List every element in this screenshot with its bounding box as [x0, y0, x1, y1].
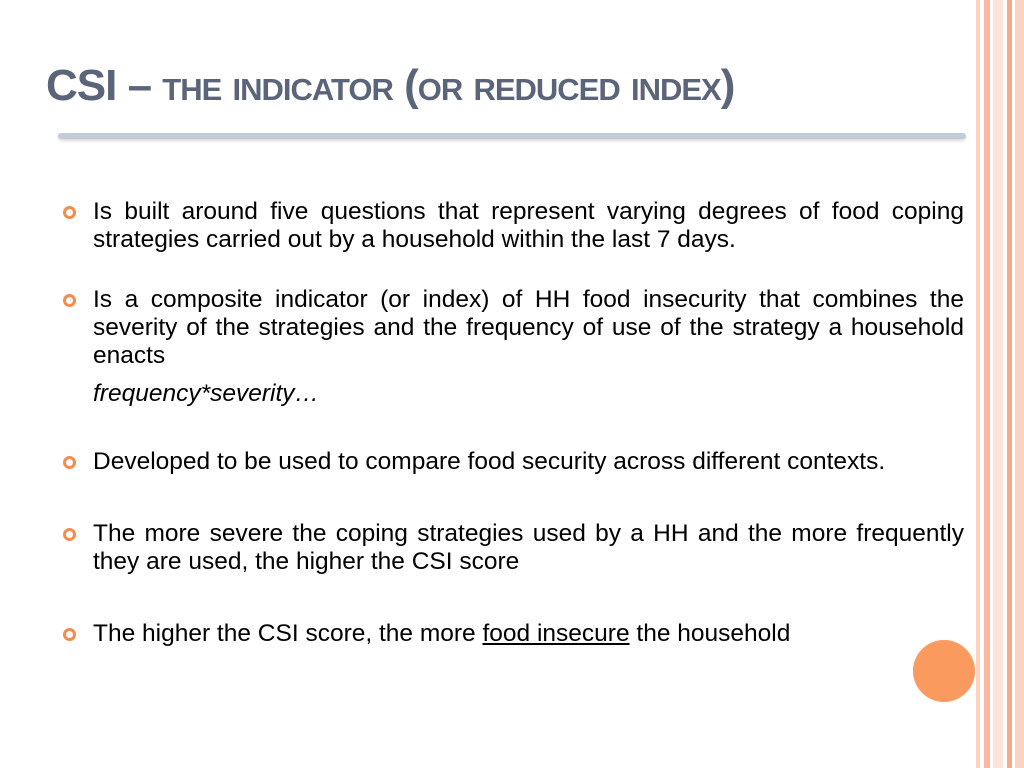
title-rest: the indicator (or reduced index): [162, 61, 735, 110]
bullet-item: [60, 620, 964, 648]
title-divider: [58, 133, 966, 139]
bullet-text: Is built around five questions that represent varying degrees of food coping strategies carried out by a household within the last 7 days.: [93, 198, 964, 253]
bullet-item: [60, 448, 964, 476]
bullet-circle-icon: [63, 528, 76, 541]
bullet-text: The more severe the coping strategies used by a HH and the more frequently they are used, the higher the CSI score: [93, 520, 964, 575]
decorative-circle: [913, 640, 975, 702]
bullet-text-post: the household: [629, 620, 791, 647]
bullet-text: Developed to be used to compare food security across different contexts.: [93, 448, 886, 475]
bullet-circle-icon: [63, 294, 76, 307]
stripe: [984, 0, 990, 768]
slide-title: [46, 58, 734, 114]
bullet-text-pre: The higher the CSI score, the more: [93, 620, 483, 647]
bullet-circle-icon: [63, 628, 76, 641]
food-insecure-link[interactable]: food insecure: [482, 620, 630, 647]
title-main: CSI –: [46, 61, 163, 110]
stripe: [976, 0, 980, 768]
bullet-subtext: frequency*severity…: [93, 380, 320, 407]
bullet-item: [60, 198, 964, 254]
bullet-list: [60, 198, 964, 648]
stripe: [993, 0, 1003, 768]
bullet-text: Is a composite indicator (or index) of HH food insecurity that combines the severity of the strategies and the frequency of use of the strategy a household enacts: [93, 286, 964, 369]
bullet-circle-icon: [63, 206, 76, 219]
stripe: [1007, 0, 1012, 768]
stripe: [1015, 0, 1024, 768]
bullet-item: [60, 520, 964, 576]
decorative-side-stripes: [976, 0, 1024, 768]
bullet-item: [60, 286, 964, 370]
bullet-circle-icon: [63, 456, 76, 469]
